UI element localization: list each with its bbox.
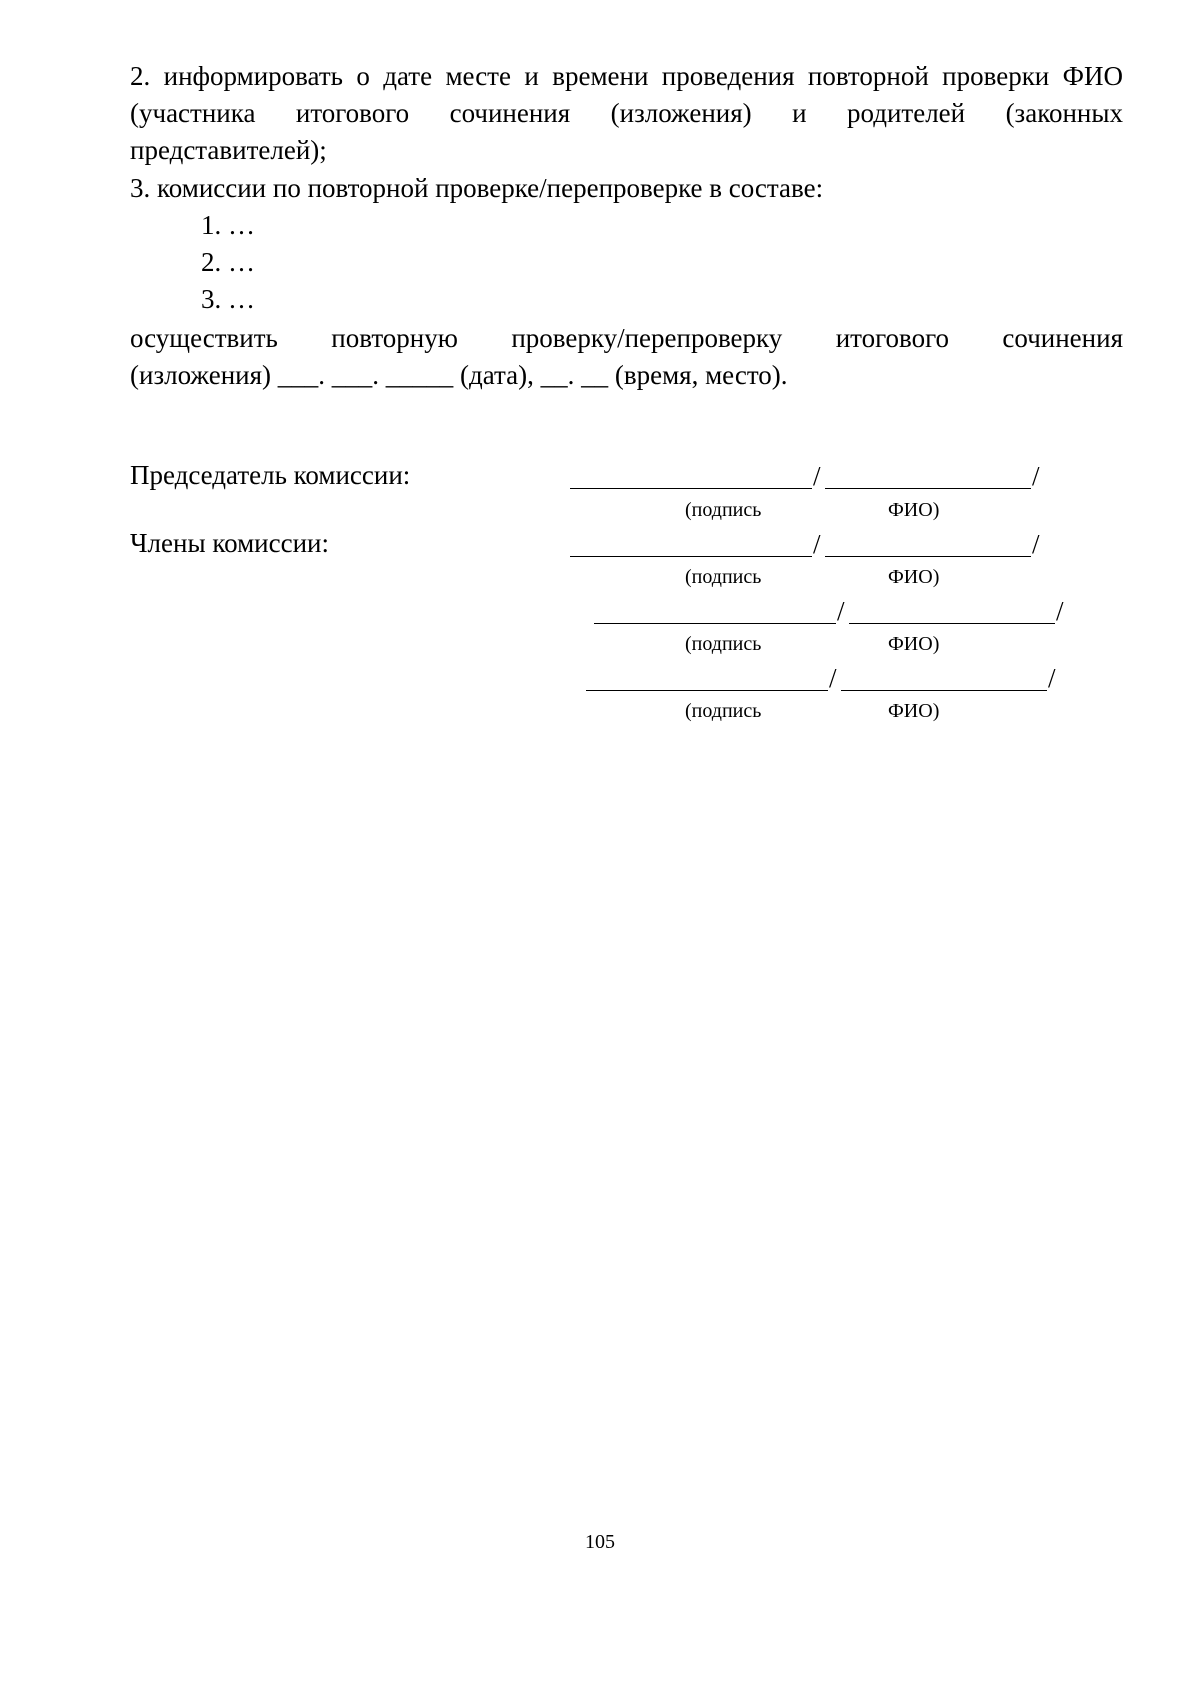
signature-field [594,622,836,624]
signature-field [570,555,812,557]
caption-signature: (подпись [685,566,762,588]
name-field [841,689,1047,691]
item-2-line-2: (участника итогового сочинения (изложения) и родителей (законных [130,98,1123,128]
name-field [825,487,1031,489]
caption-name: ФИО) [888,700,940,722]
name-field [849,622,1055,624]
signature-field [570,487,812,489]
slash-separator: / [1048,663,1056,693]
slash-separator: / [813,529,821,559]
chairman-signature-line [570,459,1040,489]
signature-field [586,689,828,691]
member-signature-line [570,527,1040,557]
item-3-line-1: 3. комиссии по повторной проверке/перепроверке в составе: [130,173,824,203]
members-list [201,207,255,318]
slash-separator: / [1032,461,1040,491]
member-signature-line [586,661,1056,691]
caption-signature: (подпись [685,499,762,521]
members-label: Члены комиссии: [130,528,329,558]
page-number: 105 [585,1531,615,1553]
list-item: 2. … [201,247,255,277]
caption-name: ФИО) [888,566,940,588]
slash-separator: / [829,663,837,693]
list-item: 3. … [201,284,255,314]
perform-line-1: осуществить повторную проверку/перепроверку итогового сочинения [130,323,1123,353]
caption-name: ФИО) [888,633,940,655]
list-item: 1. … [201,210,255,240]
caption-signature: (подпись [685,700,762,722]
perform-line-2: (изложения) ___. ___. _____ (дата), __. __ (время, место). [130,360,788,390]
caption-name: ФИО) [888,499,940,521]
name-field [825,555,1031,557]
caption-signature: (подпись [685,633,762,655]
slash-separator: / [837,596,845,626]
chairman-label: Председатель комиссии: [130,460,411,490]
member-signature-line [594,594,1064,624]
slash-separator: / [1056,596,1064,626]
slash-separator: / [1032,529,1040,559]
item-2-line-1: 2. информировать о дате месте и времени проведения повторной проверки ФИО [130,61,1123,91]
item-2-line-3: представителей); [130,135,327,165]
slash-separator: / [813,461,821,491]
